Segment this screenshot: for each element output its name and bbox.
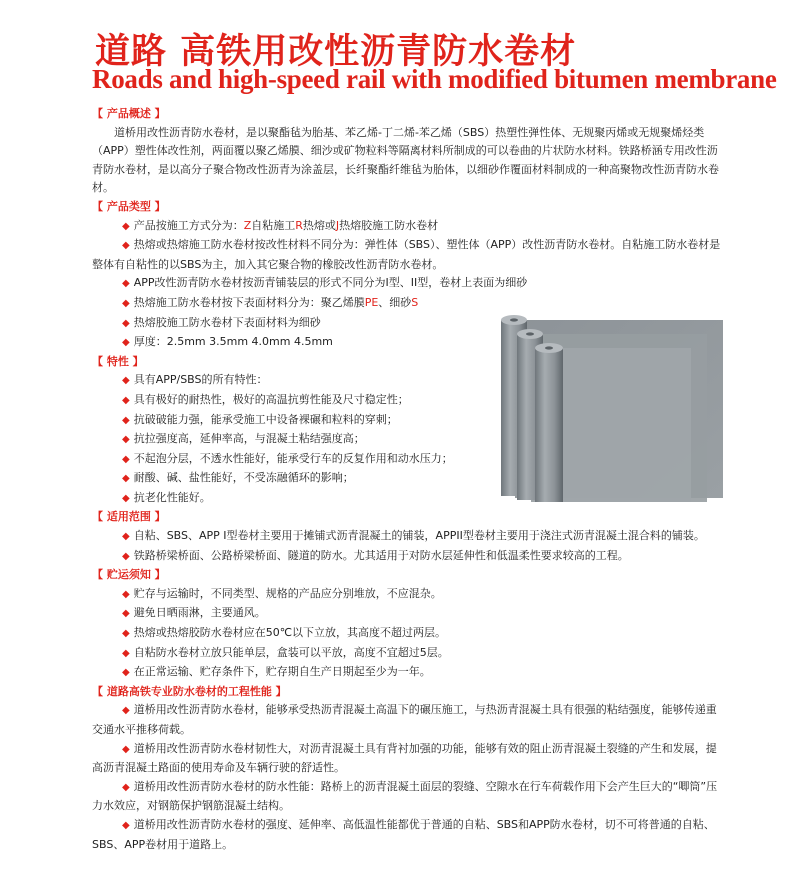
- red-diamond-icon: ◆: [122, 297, 130, 309]
- red-diamond-icon: ◆: [122, 667, 130, 679]
- red-diamond-icon: ◆: [122, 647, 130, 659]
- performance-item: ◆ 道桥用改性沥青防水卷材韧性大，对沥青混凝土具有背衬加强的功能，能够有效的阻止沥青混凝土裂缝的产生和发展，提高沥青混凝土路面的使用寿命及车辆行驶的舒适性。: [92, 741, 717, 775]
- red-diamond-icon: ◆: [122, 819, 130, 831]
- red-diamond-icon: ◆: [122, 588, 130, 600]
- performance-item: ◆ 道桥用改性沥青防水卷材，能够承受热沥青混凝土高温下的碾压施工，与热沥青混凝土具有很强的粘结强度，能够传递重交通水平推移荷载。: [92, 703, 717, 736]
- feature-item: ◆ 抗拉强度高，延伸率高，与混凝土粘结强度高；: [122, 432, 365, 446]
- red-diamond-icon: ◆: [122, 781, 130, 793]
- scope-item: ◆ 铁路桥梁桥面、公路桥梁桥面、隧道的防水。尤其适用于对防水层延伸性和低温柔性要求较高的工程。: [122, 548, 629, 562]
- storage-item: ◆ 贮存与运输时，不同类型、规格的产品应分别堆放，不应混杂。: [122, 586, 442, 600]
- red-diamond-icon: ◆: [122, 278, 130, 290]
- red-diamond-icon: ◆: [122, 550, 130, 562]
- red-diamond-icon: ◆: [122, 414, 130, 426]
- type-item: ◆ 热熔施工防水卷材按下表面材料分为：聚乙烯膜PE、细砂S: [122, 295, 419, 309]
- storage-item: ◆ 避免日晒雨淋，主要通风。: [122, 606, 266, 620]
- page-title-en: Roads and high-speed rail with modified bitumen membrane: [92, 64, 777, 94]
- performance-item: ◆ 道桥用改性沥青防水卷材的强度、延伸率、高低温性能都优于普通的自粘、SBS和APP防水卷材，切不可将普通的自粘、SBS、APP卷材用于道路上。: [92, 817, 715, 851]
- red-diamond-icon: ◆: [122, 531, 130, 543]
- section-heading-storage: 【 贮运须知 】: [92, 568, 166, 582]
- section-heading-performance: 【 道路高铁专业防水卷材的工程性能 】: [92, 684, 287, 698]
- page-title-cn: 道路 高铁用改性沥青防水卷材: [95, 32, 577, 72]
- feature-item: ◆ 具有APP/SBS的所有特性：: [122, 373, 268, 387]
- feature-item: ◆ 抗破破能力强，能承受施工中设备裸碾和粒料的穿刺；: [122, 412, 398, 426]
- feature-item: ◆ 耐酸、碱、盐性能好，不受冻融循环的影响；: [122, 471, 354, 485]
- performance-item: ◆ 道桥用改性沥青防水卷材的防水性能：路桥上的沥青混凝土面层的裂缝、空隙水在行车荷载作用下会产生巨大的“唧筒”压力水效应，对钢筋保护钢筋混凝土结构。: [92, 779, 718, 813]
- type-item: ◆ 热熔胶施工防水卷材下表面材料为细砂: [122, 315, 321, 329]
- red-diamond-icon: ◆: [122, 240, 130, 252]
- red-diamond-icon: ◆: [122, 705, 130, 717]
- red-diamond-icon: ◆: [122, 628, 130, 640]
- section-heading-features: 【 特性 】: [92, 354, 144, 368]
- type-item: ◆ APP改性沥青防水卷材按沥青铺装层的形式不同分为I型、II型，卷材上表面为细砂: [122, 276, 528, 290]
- red-diamond-icon: ◆: [122, 220, 130, 232]
- red-diamond-icon: ◆: [122, 375, 130, 387]
- type-item: ◆ 热熔或热熔施工防水卷材按改性材料不同分为：弹性体（SBS）、塑性体（APP）改性沥青防水卷材。自粘施工防水卷材是整体有自粘性的以SBS为主，加入其它聚合物的橡胶改性沥青防水卷材。: [92, 238, 721, 271]
- red-diamond-icon: ◆: [122, 473, 130, 485]
- section-heading-scope: 【 适用范围 】: [92, 510, 166, 524]
- red-diamond-icon: ◆: [122, 394, 130, 406]
- storage-item: ◆ 热熔或热熔胶防水卷材应在50℃以下立放，其高度不超过两层。: [122, 626, 447, 640]
- overview-paragraph: 道桥用改性沥青防水卷材，是以聚酯毡为胎基、苯乙烯-丁二烯-苯乙烯（SBS）热塑性弹性体、无规聚丙烯或无规聚烯烃类（APP）塑性体改性剂，两面覆以聚乙烯膜、细沙或矿物粒料等隔离材料所制成的可以卷曲的片状防水材料。铁路桥涵专用改性沥青防水卷材，是以高分子聚合物改性沥青为涂盖层，长纤聚酯纤维毡为胎体，以细砂作覆面材料制成的一种高聚物改性沥青防水卷材。: [92, 125, 719, 195]
- feature-item: ◆ 不起泡分层，不透水性能好，能承受行车的反复作用和动水压力；: [122, 451, 453, 465]
- scope-item: ◆ 自粘、SBS、APP I型卷材主要用于摊铺式沥青混凝土的铺装，APPII型卷材主要用于浇注式沥青混凝土混合料的铺装。: [122, 529, 705, 543]
- red-diamond-icon: ◆: [122, 608, 130, 620]
- red-diamond-icon: ◆: [122, 743, 130, 755]
- type-item: ◆ 产品按施工方式分为：Z自粘施工R热熔或J热熔胶施工防水卷材: [122, 218, 439, 232]
- feature-item: ◆ 抗老化性能好。: [122, 490, 211, 504]
- red-diamond-icon: ◆: [122, 453, 130, 465]
- red-diamond-icon: ◆: [122, 317, 130, 329]
- section-heading-overview: 【 产品概述 】: [92, 107, 166, 120]
- type-item: ◆ 厚度：2.5mm 3.5mm 4.0mm 4.5mm: [122, 335, 333, 349]
- red-diamond-icon: ◆: [122, 434, 130, 446]
- red-diamond-icon: ◆: [122, 337, 130, 349]
- membrane-rolls-image: [495, 312, 725, 504]
- storage-item: ◆ 在正常运输、贮存条件下，贮存期自生产日期起至少为一年。: [122, 665, 431, 679]
- section-heading-types: 【 产品类型 】: [92, 199, 166, 213]
- red-diamond-icon: ◆: [122, 492, 130, 504]
- feature-item: ◆ 具有极好的耐热性，极好的高温抗剪性能及尺寸稳定性；: [122, 392, 409, 406]
- storage-item: ◆ 自粘防水卷材立放只能单层，盒装可以平放，高度不宜超过5层。: [122, 645, 449, 659]
